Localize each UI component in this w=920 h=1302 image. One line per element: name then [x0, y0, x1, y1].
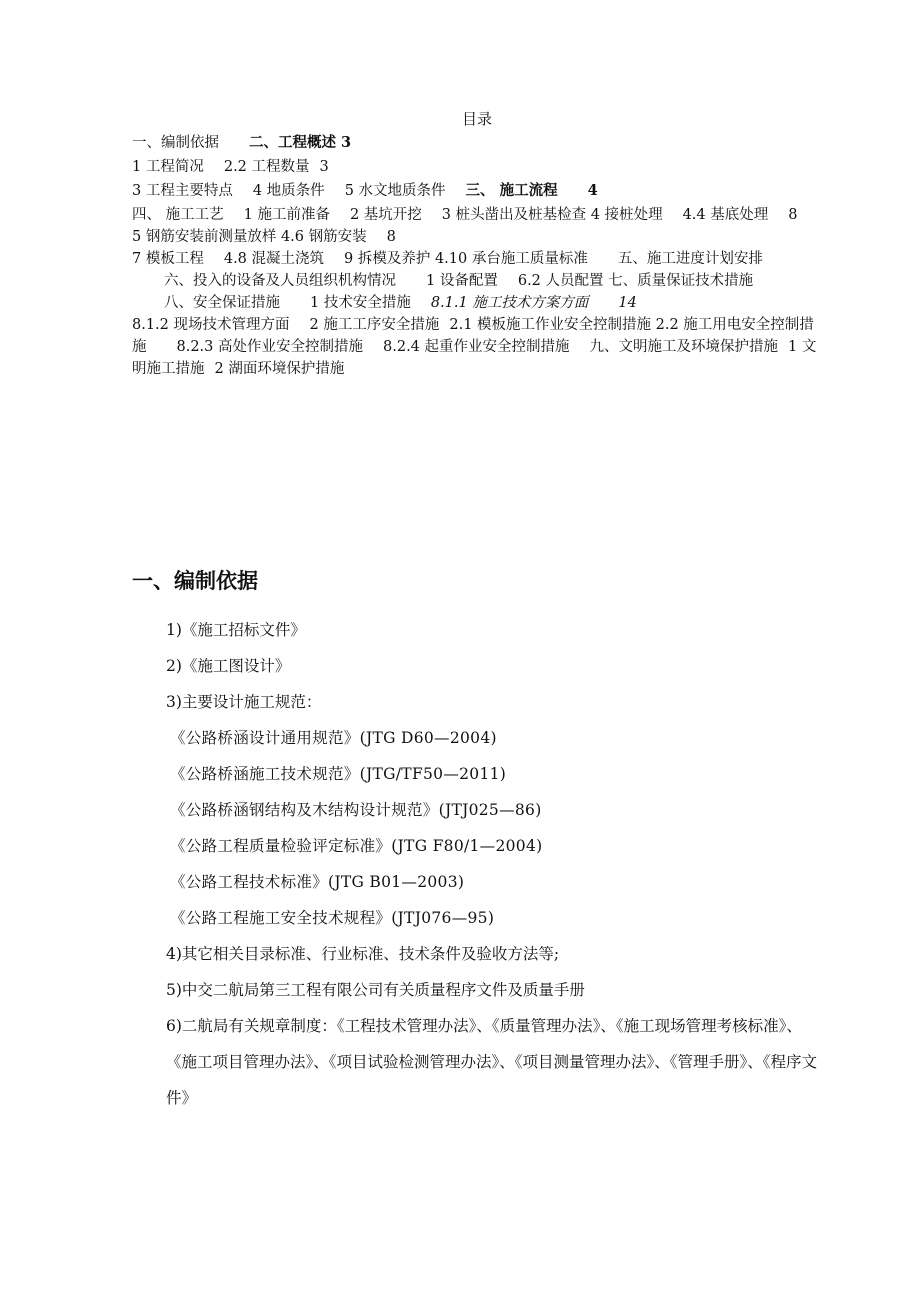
- section-compilation-basis: [132, 566, 822, 1116]
- toc-entry[interactable]: 9 拆模及养护 4.10 承台施工质量标准: [344, 251, 588, 267]
- toc-line: [132, 248, 822, 270]
- toc-entry[interactable]: 1 文明施工措施: [132, 339, 817, 377]
- toc-page-number: 4: [587, 182, 598, 199]
- toc-line: [132, 314, 822, 380]
- toc-page-number: 3: [319, 159, 329, 175]
- toc-entry[interactable]: 8.2.3 高处作业安全控制措施: [176, 339, 364, 355]
- toc-entry[interactable]: 6.2 人员配置 七、质量保证技术措施: [517, 273, 754, 289]
- list-item: 3)主要设计施工规范：: [166, 693, 322, 711]
- toc-entry[interactable]: 一、编制依据: [132, 135, 219, 151]
- list-item: 2)《施工图设计》: [166, 657, 291, 675]
- toc-entry[interactable]: 4 地质条件: [252, 183, 325, 199]
- toc-entry[interactable]: 3 工程主要特点: [132, 183, 233, 199]
- standard-item: 《公路工程施工安全技术规程》(JTJ076—95): [170, 909, 495, 927]
- standard-item: 《公路工程质量检验评定标准》(JTG F80/1—2004): [170, 837, 543, 855]
- toc-entry[interactable]: 4.8 混凝土浇筑: [223, 251, 325, 267]
- toc-line: [132, 204, 822, 226]
- table-of-contents: [132, 108, 822, 380]
- toc-page-number: 14: [618, 295, 637, 311]
- standard-item: 《公路工程技术标准》(JTG B01—2003): [170, 873, 465, 891]
- toc-line: [132, 180, 822, 202]
- toc-line: [132, 226, 822, 248]
- toc-entry[interactable]: 1 设备配置: [426, 273, 498, 289]
- toc-entry[interactable]: 8.1.1 施工技术方案方面: [430, 295, 589, 311]
- toc-line: [132, 132, 822, 154]
- toc-entry[interactable]: 3 桩头凿出及桩基检查 4 接桩处理: [441, 207, 663, 223]
- toc-entry[interactable]: 4.4 基底处理: [682, 207, 769, 223]
- toc-title: 目录: [461, 110, 492, 128]
- toc-entry[interactable]: 8.1.2 现场技术管理方面: [132, 317, 290, 333]
- list-item: 6)二航局有关规章制度：《工程技术管理办法》、《质量管理办法》、《施工现场管理考核标准》、《施工项目管理办法》、《项目试验检测管理办法》、《项目测量管理办法》、《管理手册》、《程序文件》: [166, 1017, 818, 1107]
- list-item: 5)中交二航局第三工程有限公司有关质量程序文件及质量手册: [166, 981, 585, 999]
- toc-entry[interactable]: 8.2.4 起重作业安全控制措施: [383, 339, 570, 355]
- list-item: 4)其它相关目录标准、行业标准、技术条件及验收方法等;: [166, 945, 560, 963]
- toc-entry[interactable]: 八、安全保证措施: [164, 295, 280, 311]
- toc-entry[interactable]: 1 工程简况: [132, 159, 204, 175]
- toc-entry[interactable]: 三、 施工流程: [465, 182, 558, 199]
- toc-entry[interactable]: 5 水文地质条件: [344, 183, 446, 199]
- toc-entry[interactable]: 2.1 模板施工作业安全控制措施 2.2 施工用电安全控制措施: [132, 317, 814, 355]
- toc-entry[interactable]: 九、文明施工及环境保护措施: [589, 339, 779, 355]
- toc-page-number: 8: [788, 207, 798, 223]
- toc-entry[interactable]: 四、 施工工艺: [132, 207, 224, 223]
- toc-entry[interactable]: 1 施工前准备: [243, 207, 330, 223]
- standard-item: 《公路桥涵设计通用规范》(JTG D60—2004): [170, 729, 497, 747]
- toc-entry[interactable]: 2 基坑开挖: [349, 207, 422, 223]
- toc-entry[interactable]: 5 钢筋安装前测量放样 4.6 钢筋安装: [132, 229, 367, 245]
- standard-item: 《公路桥涵钢结构及木结构设计规范》(JTJ025—86): [170, 801, 542, 819]
- standard-item: 《公路桥涵施工技术规范》(JTG/TF50—2011): [170, 765, 507, 783]
- toc-entry[interactable]: 7 模板工程: [132, 251, 204, 267]
- toc-line: [132, 292, 822, 314]
- toc-entry[interactable]: 六、投入的设备及人员组织机构情况: [164, 273, 396, 289]
- toc-entry[interactable]: 2 湖面环境保护措施: [214, 361, 345, 377]
- toc-line: [132, 270, 822, 292]
- list-item: 1)《施工招标文件》: [166, 621, 306, 639]
- toc-line: [132, 154, 822, 180]
- toc-entry[interactable]: 五、施工进度计划安排: [617, 251, 763, 267]
- toc-page-number: 8: [386, 229, 396, 245]
- toc-entry[interactable]: 2.2 工程数量: [223, 159, 310, 175]
- toc-entry[interactable]: 1 技术安全措施: [310, 295, 411, 311]
- toc-entry[interactable]: 二、工程概述 3: [249, 134, 352, 151]
- toc-entry[interactable]: 2 施工工序安全措施: [309, 317, 440, 333]
- section-heading: 一、编制依据: [132, 569, 258, 593]
